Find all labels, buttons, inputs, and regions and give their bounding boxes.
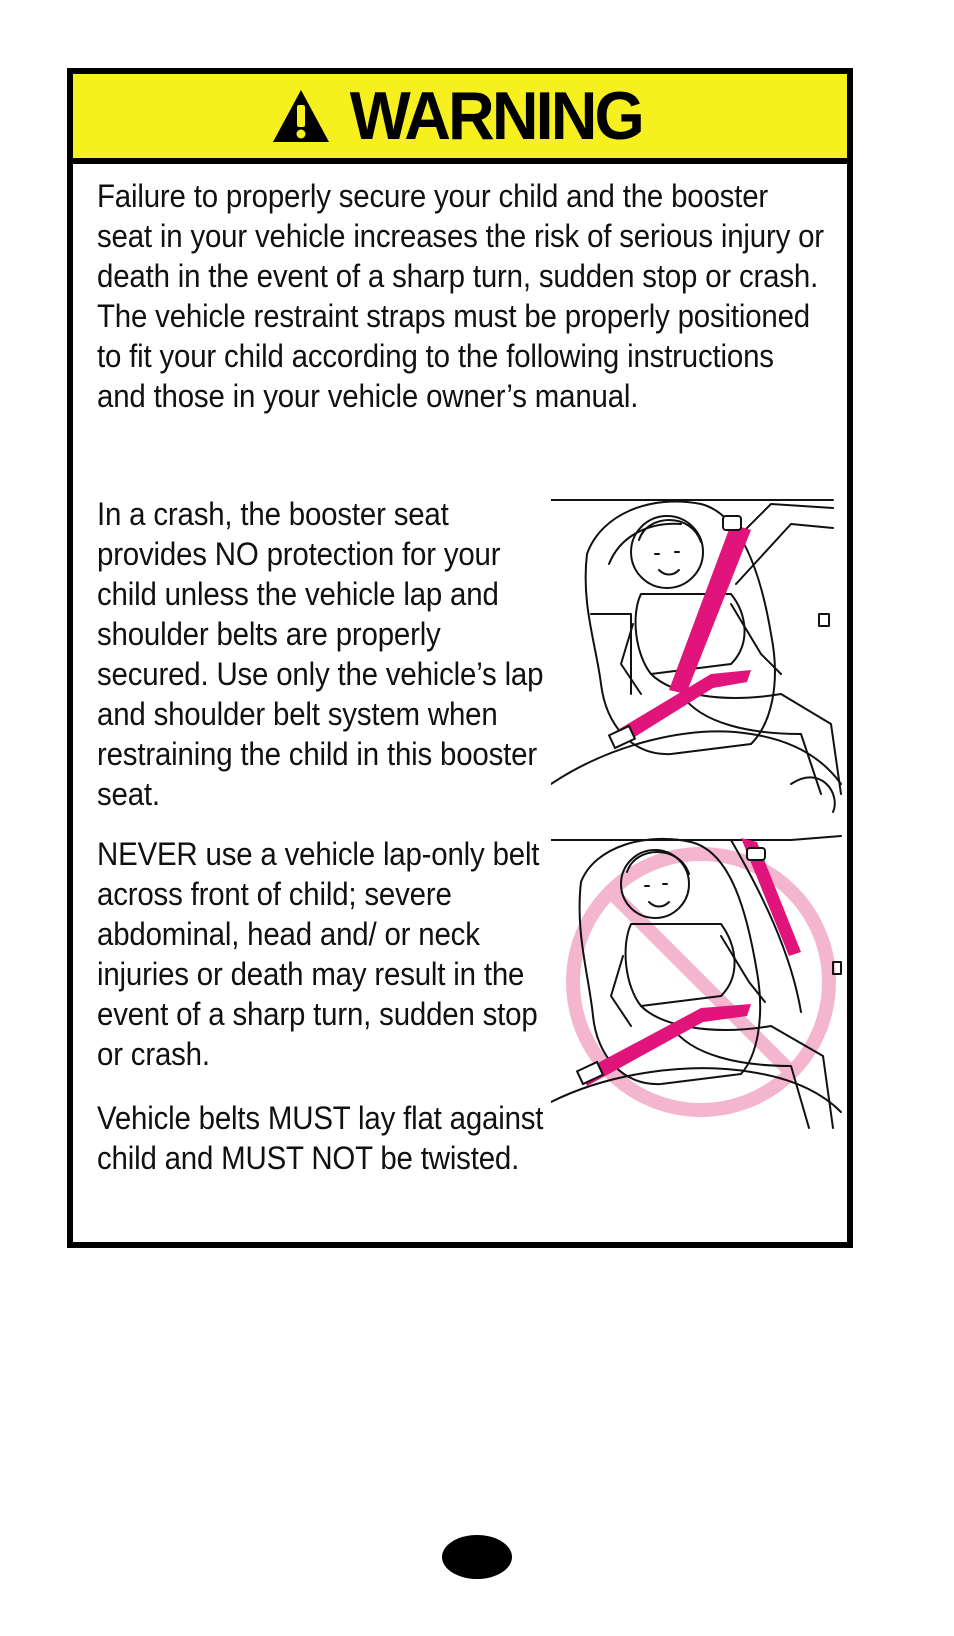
lap-only-belt-prohibited-illustration	[551, 832, 851, 1132]
warning-header	[73, 74, 847, 164]
warning-paragraph-2: In a crash, the booster seat provides NO protection for your child unless the vehicle lap and shoulder belts are properly secured. Use only the vehicle’s lap and shoulder belt system when restraining the child in this booster seat.	[97, 496, 544, 812]
warning-triangle-icon	[270, 87, 332, 145]
warning-box	[67, 68, 853, 1248]
correct-belt-illustration	[551, 494, 851, 814]
warning-title: WARNING	[349, 78, 643, 154]
warning-paragraph-4: Vehicle belts MUST lay flat against child and MUST NOT be twisted.	[97, 1100, 544, 1176]
warning-paragraph-3: NEVER use a vehicle lap-only belt across front of child; severe abdominal, head and/ or neck injuries or death may result in the event of a sharp turn, sudden stop or crash.	[97, 836, 540, 1072]
page-marker	[442, 1535, 512, 1579]
warning-paragraph-1: Failure to properly secure your child and the booster seat in your vehicle increases the risk of serious injury or death in the event of a sharp turn, sudden stop or crash. The vehicle restraint straps must be properly positioned to fit your child according to the following instructions and those in your vehicle owner’s manual.	[97, 178, 824, 414]
